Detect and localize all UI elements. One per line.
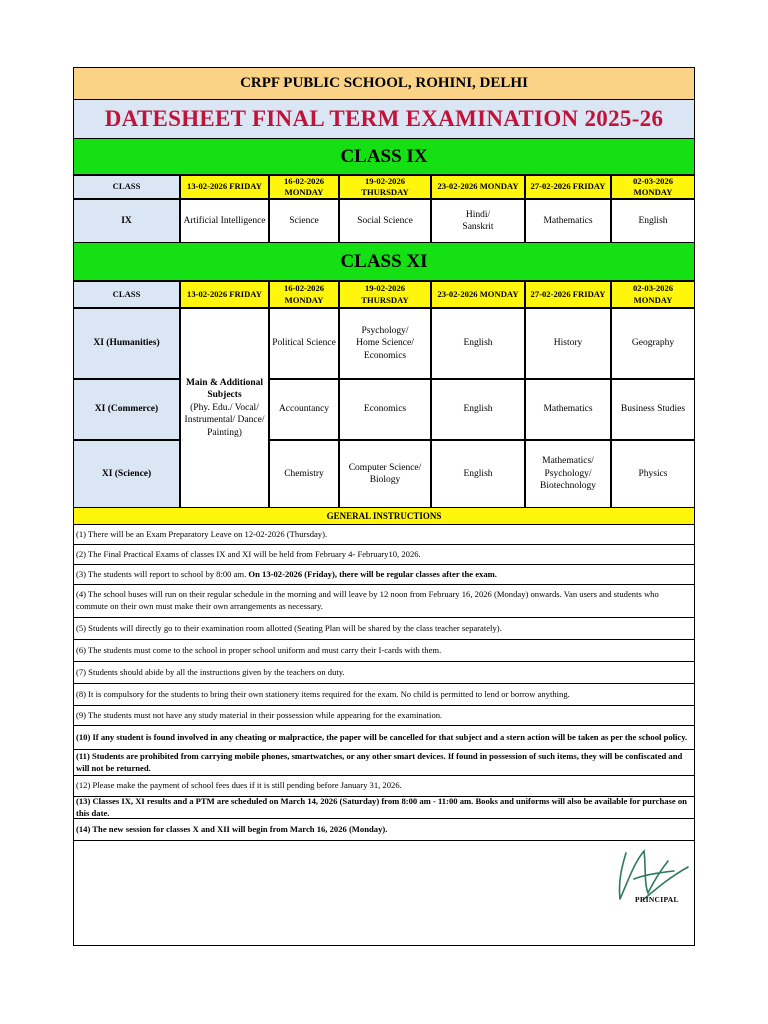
common-subject-detail: (Phy. Edu./ Vocal/ Instrumental/ Dance/ Painting) xyxy=(184,402,265,438)
class-xi-subject-grid xyxy=(269,308,695,508)
class-column-header: CLASS xyxy=(73,175,180,199)
class-column-header: CLASS xyxy=(73,281,180,308)
subject-cell: English xyxy=(431,440,525,508)
instruction-item: (6) The students must come to the school in proper school uniform and must carry their I-cards with them. xyxy=(73,640,695,662)
instruction-text: (3) The students will report to school by 8:00 am. xyxy=(76,568,249,579)
general-instructions-heading: GENERAL INSTRUCTIONS xyxy=(73,508,695,525)
date-header: 19-02-2026 THURSDAY xyxy=(339,175,431,199)
datesheet-sheet xyxy=(73,67,695,946)
class-xi-heading: CLASS XI xyxy=(73,243,695,281)
subject-cell: Accountancy xyxy=(269,379,339,440)
signature-area xyxy=(73,841,695,946)
instruction-item: (13) Classes IX, XI results and a PTM are scheduled on March 14, 2026 (Saturday) from 8:00 am - 11:00 am. Books and uniforms will also be available for purchase on this date. xyxy=(73,797,695,819)
common-subject-title: Main & Additional Subjects xyxy=(185,378,264,401)
subject-cell: Mathematics/ Psychology/ Biotechnology xyxy=(525,440,611,508)
subject-cell: Computer Science/ Biology xyxy=(339,440,431,508)
class-xi-row-commerce xyxy=(269,379,695,440)
date-header: 16-02-2026 MONDAY xyxy=(269,281,339,308)
date-header: 02-03-2026 MONDAY xyxy=(611,175,695,199)
date-header: 19-02-2026 THURSDAY xyxy=(339,281,431,308)
subject-cell: Chemistry xyxy=(269,440,339,508)
class-ix-header-row xyxy=(73,175,695,199)
date-header: 13-02-2026 FRIDAY xyxy=(180,281,269,308)
subject-cell: Economics xyxy=(339,379,431,440)
common-subject-cell xyxy=(180,308,269,508)
subject-cell: Science xyxy=(269,199,339,243)
date-header: 02-03-2026 MONDAY xyxy=(611,281,695,308)
class-label: IX xyxy=(73,199,180,243)
instruction-item: (7) Students should abide by all the instructions given by the teachers on duty. xyxy=(73,662,695,684)
subject-cell: Artificial Intelligence xyxy=(180,199,269,243)
subject-cell: Geography xyxy=(611,308,695,379)
date-header: 13-02-2026 FRIDAY xyxy=(180,175,269,199)
instruction-item: (8) It is compulsory for the students to bring their own stationery items required for the exam. No child is permitted to lend or borrow anything. xyxy=(73,684,695,706)
school-name: CRPF PUBLIC SCHOOL, ROHINI, DELHI xyxy=(73,67,695,100)
class-label: XI (Humanities) xyxy=(73,308,180,379)
subject-cell: Hindi/ Sanskrit xyxy=(431,199,525,243)
instruction-item: (14) The new session for classes X and XII will begin from March 16, 2026 (Monday). xyxy=(73,819,695,841)
class-ix-row xyxy=(73,199,695,243)
subject-cell: English xyxy=(431,379,525,440)
instruction-emphasis: On 13-02-2026 (Friday), there will be regular classes after the exam. xyxy=(248,568,497,579)
instruction-item: (5) Students will directly go to their examination room allotted (Seating Plan will be shared by the class teacher separately). xyxy=(73,618,695,640)
class-ix-heading: CLASS IX xyxy=(73,139,695,175)
subject-cell: History xyxy=(525,308,611,379)
subject-cell: Mathematics xyxy=(525,199,611,243)
subject-cell: Mathematics xyxy=(525,379,611,440)
date-header: 16-02-2026 MONDAY xyxy=(269,175,339,199)
class-xi-header-row xyxy=(73,281,695,308)
instruction-item: (11) Students are prohibited from carrying mobile phones, smartwatches, or any other smart devices. If found in possession of such items, they will be confiscated and will not be returned. xyxy=(73,750,695,776)
principal-label: PRINCIPAL xyxy=(635,895,679,904)
subject-cell: Business Studies xyxy=(611,379,695,440)
class-xi-row-science xyxy=(269,440,695,508)
date-header: 23-02-2026 MONDAY xyxy=(431,175,525,199)
class-xi-labels xyxy=(73,308,180,508)
instruction-item xyxy=(73,565,695,585)
instruction-item: (9) The students must not have any study material in their possession while appearing for the examination. xyxy=(73,706,695,726)
date-header: 27-02-2026 FRIDAY xyxy=(525,281,611,308)
datesheet-title: DATESHEET FINAL TERM EXAMINATION 2025-26 xyxy=(73,100,695,139)
subject-cell: Physics xyxy=(611,440,695,508)
instruction-item: (10) If any student is found involved in any cheating or malpractice, the paper will be cancelled for that subject and a stern action will be taken as per the school policy. xyxy=(73,726,695,750)
instruction-item: (2) The Final Practical Exams of classes IX and XI will be held from February 4- February10, 2026. xyxy=(73,545,695,565)
instruction-item: (1) There will be an Exam Preparatory Leave on 12-02-2026 (Thursday). xyxy=(73,525,695,545)
class-xi-row-humanities xyxy=(269,308,695,379)
subject-cell: Social Science xyxy=(339,199,431,243)
subject-cell: Political Science xyxy=(269,308,339,379)
class-xi-body xyxy=(73,308,695,508)
instruction-item: (12) Please make the payment of school fees dues if it is still pending before January 31, 2026. xyxy=(73,776,695,797)
subject-cell: Psychology/ Home Science/ Economics xyxy=(339,308,431,379)
subject-cell: English xyxy=(431,308,525,379)
subject-cell: English xyxy=(611,199,695,243)
class-label: XI (Science) xyxy=(73,440,180,508)
instruction-item: (4) The school buses will run on their regular schedule in the morning and will leave by 12 noon from February 16, 2026 (Monday) onwards. Van users and students who commute on their own must make their own arrangements as necessary. xyxy=(73,585,695,618)
date-header: 27-02-2026 FRIDAY xyxy=(525,175,611,199)
class-label: XI (Commerce) xyxy=(73,379,180,440)
date-header: 23-02-2026 MONDAY xyxy=(431,281,525,308)
